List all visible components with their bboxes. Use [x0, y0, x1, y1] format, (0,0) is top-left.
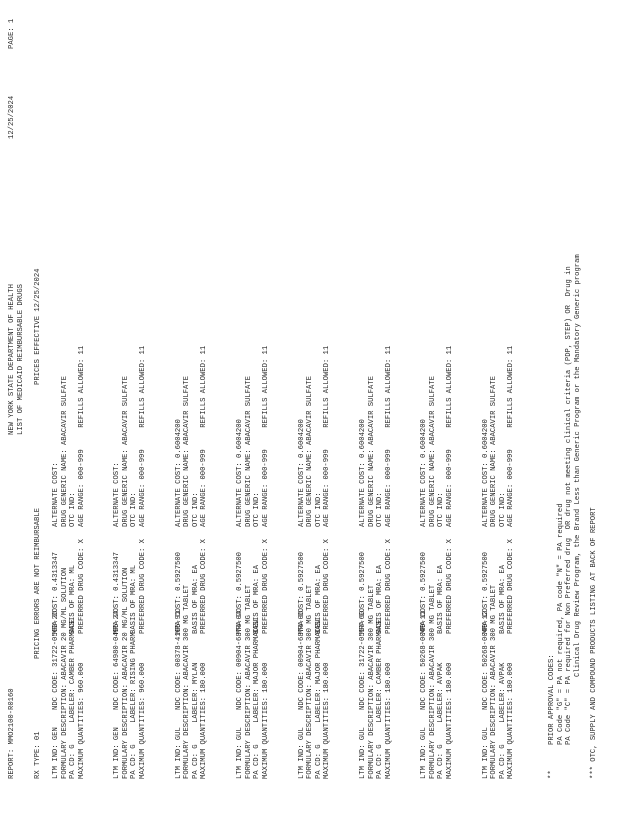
- alternate-cost: ALTERNATE COST:: [113, 462, 122, 527]
- ndc-line: LTM IND: GEN NDC CODE: 64980-0495-24: [113, 610, 122, 779]
- otc-ind: OTC IND:: [191, 492, 200, 527]
- alternate-cost: ALTERNATE COST: 0.6004200: [297, 419, 306, 527]
- department-title: NEW YORK STATE DEPARTMENT OF HEALTH: [8, 284, 16, 435]
- basis-of-mra: BASIS OF MRA: EA: [437, 564, 446, 634]
- approval-title: PRIOR APPROVAL CODES:: [548, 654, 556, 745]
- ndc-line: LTM IND: GUL NDC CODE: 00378-4105-91: [174, 610, 183, 779]
- report-id: REPORT: MMO2100-R0160: [8, 688, 16, 779]
- alternate-cost: ALTERNATE COST: 0.6004200: [481, 419, 490, 527]
- otc-ind: OTC IND:: [253, 492, 262, 527]
- alternate-cost: ALTERNATE COST: 0.6004200: [359, 419, 367, 527]
- drug-generic-name: DRUG GENERIC NAME: ABACAVIR SULFATE: [121, 376, 130, 527]
- maximum-quantities: MAXIMUM QUANTITIES: 180.000: [323, 662, 332, 779]
- drug-record: [113, 0, 149, 779]
- ndc-line: LTM IND: GUL NDC CODE: 50268-0049-11: [420, 610, 429, 779]
- age-range-refills: AGE RANGE: 000-999 REFILLS ALLOWED: 11: [261, 345, 270, 527]
- preferred-drug-code: PREFERRED DRUG CODE: X: [139, 539, 148, 634]
- approval-code-g: PA Code "G" = PA not required, PA code "N" = PA required: [556, 503, 565, 745]
- labeler-line: PA CD: G LABELER: AVPAK: [437, 662, 446, 779]
- mra-cost: MRA COST: 0.5927500: [174, 552, 183, 634]
- mra-cost: MRA COST: 0.5927500: [297, 552, 306, 634]
- mra-cost: MRA COST: 0.5927500: [359, 552, 367, 634]
- formulary-description: FORMULARY DESCRIPTION: ABACAVIR 300 MG TABLET: [367, 584, 376, 779]
- otc-ind: OTC IND:: [314, 492, 323, 527]
- formulary-description: FORMULARY DESCRIPTION: ABACAVIR 20 MG/ML SOLUTION: [60, 567, 69, 779]
- approval-marker: **: [548, 770, 556, 779]
- drug-generic-name: DRUG GENERIC NAME: ABACAVIR SULFATE: [428, 376, 437, 527]
- labeler-line: PA CD: G LABELER: CAMBER PHARMACE: [376, 619, 385, 779]
- report-date: 12/25/2024: [8, 95, 16, 139]
- ndc-line: LTM IND: GUL NDC CODE: 00904-6874-04: [236, 610, 245, 779]
- ndc-line: LTM IND: GUL NDC CODE: 31722-0557-60: [359, 610, 367, 779]
- drug-record: [482, 0, 518, 779]
- maximum-quantities: MAXIMUM QUANTITIES: 180.000: [446, 662, 455, 779]
- maximum-quantities: MAXIMUM QUANTITIES: 180.000: [384, 662, 393, 779]
- mra-cost: MRA COST: 0.5927500: [236, 552, 245, 634]
- drug-record: [52, 0, 88, 779]
- age-range-refills: AGE RANGE: 000-999 REFILLS ALLOWED: 11: [139, 345, 148, 527]
- age-range-refills: AGE RANGE: 000-999 REFILLS ALLOWED: 11: [200, 345, 209, 527]
- age-range-refills: AGE RANGE: 000-999 REFILLS ALLOWED: 11: [446, 345, 455, 527]
- age-range-refills: AGE RANGE: 000-999 REFILLS ALLOWED: 11: [384, 345, 393, 527]
- labeler-line: PA CD: G LABELER: CAMBER PHARMACE: [69, 619, 78, 779]
- basis-of-mra: BASIS OF MRA: EA: [253, 564, 262, 634]
- age-range-refills: AGE RANGE: 000-999 REFILLS ALLOWED: 11: [507, 345, 516, 527]
- preferred-drug-code: PREFERRED DRUG CODE: X: [384, 539, 393, 634]
- drug-generic-name: DRUG GENERIC NAME: ABACAVIR SULFATE: [367, 376, 376, 527]
- maximum-quantities: MAXIMUM QUANTITIES: 180.000: [261, 662, 270, 779]
- drug-record: [359, 0, 395, 779]
- otc-ind: OTC IND:: [437, 492, 446, 527]
- formulary-description: FORMULARY DESCRIPTION: ABACAVIR 300 MG TABLET: [244, 584, 253, 779]
- basis-of-mra: BASIS OF MRA: EA: [191, 564, 200, 634]
- mra-cost: MRA COST: 0.5927500: [481, 552, 490, 634]
- maximum-quantities: MAXIMUM QUANTITIES: 960.000: [139, 662, 148, 779]
- drug-record: [420, 0, 456, 779]
- ndc-line: LTM IND: GUL NDC CODE: 00904-6874-06: [297, 610, 306, 779]
- approval-code-c: PA Code "C" = PA required for Non Preferred drug OR drug not meeting clinical criteria (PDP, STEP) OR Drug in: [565, 266, 573, 745]
- otc-ind: OTC IND:: [498, 492, 507, 527]
- formulary-description: FORMULARY DESCRIPTION: ABACAVIR 20 MG/ML SOLUTION: [121, 567, 130, 779]
- list-title: LIST OF MEDICAID REIMBURSABLE DRUGS: [16, 284, 25, 435]
- mra-cost: MRA COST: 0.4313347: [52, 552, 60, 634]
- formulary-description: FORMULARY DESCRIPTION: ABACAVIR 300 MG TABLET: [306, 584, 315, 779]
- page-number: PAGE: 1: [8, 18, 16, 49]
- preferred-drug-code: PREFERRED DRUG CODE: X: [323, 539, 332, 634]
- alternate-cost: ALTERNATE COST:: [52, 462, 60, 527]
- basis-of-mra: BASIS OF MRA: ML: [69, 564, 78, 634]
- alternate-cost: ALTERNATE COST: 0.6004200: [236, 419, 245, 527]
- otc-ind: OTC IND:: [69, 492, 78, 527]
- otc-ind: OTC IND:: [376, 492, 385, 527]
- drug-generic-name: DRUG GENERIC NAME: ABACAVIR SULFATE: [490, 376, 499, 527]
- preferred-drug-code: PREFERRED DRUG CODE: X: [261, 539, 270, 634]
- preferred-drug-code: PREFERRED DRUG CODE: X: [200, 539, 209, 634]
- drug-generic-name: DRUG GENERIC NAME: ABACAVIR SULFATE: [60, 376, 69, 527]
- mra-cost: MRA COST: 0.4313347: [113, 552, 122, 634]
- prices-effective: PRICES EFFECTIVE 12/25/2024: [34, 268, 42, 385]
- basis-of-mra: BASIS OF MRA: EA: [376, 564, 385, 634]
- labeler-line: PA CD: G LABELER: AVPAK: [498, 662, 507, 779]
- age-range-refills: AGE RANGE: 000-999 REFILLS ALLOWED: 11: [77, 345, 86, 527]
- ndc-line: LTM IND: GEN NDC CODE: 31722-0562-26: [52, 610, 60, 779]
- drug-record: [175, 0, 211, 779]
- drug-generic-name: DRUG GENERIC NAME: ABACAVIR SULFATE: [306, 376, 315, 527]
- labeler-line: PA CD: G LABELER: RISING PHARM: [130, 632, 139, 779]
- basis-of-mra: BASIS OF MRA: ML: [130, 564, 139, 634]
- labeler-line: PA CD: G LABELER: MYLAN: [191, 662, 200, 779]
- drug-record: [298, 0, 334, 779]
- approval-code-c-cont: Clinical Drug Review Program, the Brand Less than Generic Program or the Mandatory Generic program: [573, 254, 582, 677]
- otc-ind: OTC IND:: [130, 492, 139, 527]
- pricing-note: PRICING ERRORS ARE NOT REIMBURSABLE: [34, 508, 42, 659]
- mra-cost: MRA COST: 0.5927500: [420, 552, 429, 634]
- rx-type: RX TYPE: 01: [34, 731, 42, 779]
- drug-generic-name: DRUG GENERIC NAME: ABACAVIR SULFATE: [244, 376, 253, 527]
- maximum-quantities: MAXIMUM QUANTITIES: 180.000: [200, 662, 209, 779]
- basis-of-mra: BASIS OF MRA: EA: [314, 564, 323, 634]
- formulary-description: FORMULARY DESCRIPTION: ABACAVIR 300 MG TABLET: [490, 584, 499, 779]
- drug-generic-name: DRUG GENERIC NAME: ABACAVIR SULFATE: [183, 376, 192, 527]
- preferred-drug-code: PREFERRED DRUG CODE: X: [507, 539, 516, 634]
- otc-note: *** OTC, SUPPLY AND COMPOUND PRODUCTS LISTING AT BACK OF REPORT: [590, 507, 598, 779]
- alternate-cost: ALTERNATE COST: 0.6004200: [420, 419, 429, 527]
- labeler-line: PA CD: G LABELER: MAJOR PHARMACEU: [314, 619, 323, 779]
- preferred-drug-code: PREFERRED DRUG CODE: X: [77, 539, 86, 634]
- formulary-description: FORMULARY DESCRIPTION: ABACAVIR 300 MG TABLET: [183, 584, 192, 779]
- maximum-quantities: MAXIMUM QUANTITIES: 180.000: [507, 662, 516, 779]
- maximum-quantities: MAXIMUM QUANTITIES: 960.000: [77, 662, 86, 779]
- basis-of-mra: BASIS OF MRA: EA: [498, 564, 507, 634]
- drug-record: [236, 0, 272, 779]
- ndc-line: LTM IND: GUL NDC CODE: 50268-0049-12: [481, 610, 490, 779]
- preferred-drug-code: PREFERRED DRUG CODE: X: [446, 539, 455, 634]
- alternate-cost: ALTERNATE COST: 0.6004200: [174, 419, 183, 527]
- labeler-line: PA CD: G LABELER: MAJOR PHARMACEU: [253, 619, 262, 779]
- age-range-refills: AGE RANGE: 000-999 REFILLS ALLOWED: 11: [323, 345, 332, 527]
- formulary-description: FORMULARY DESCRIPTION: ABACAVIR 300 MG TABLET: [428, 584, 437, 779]
